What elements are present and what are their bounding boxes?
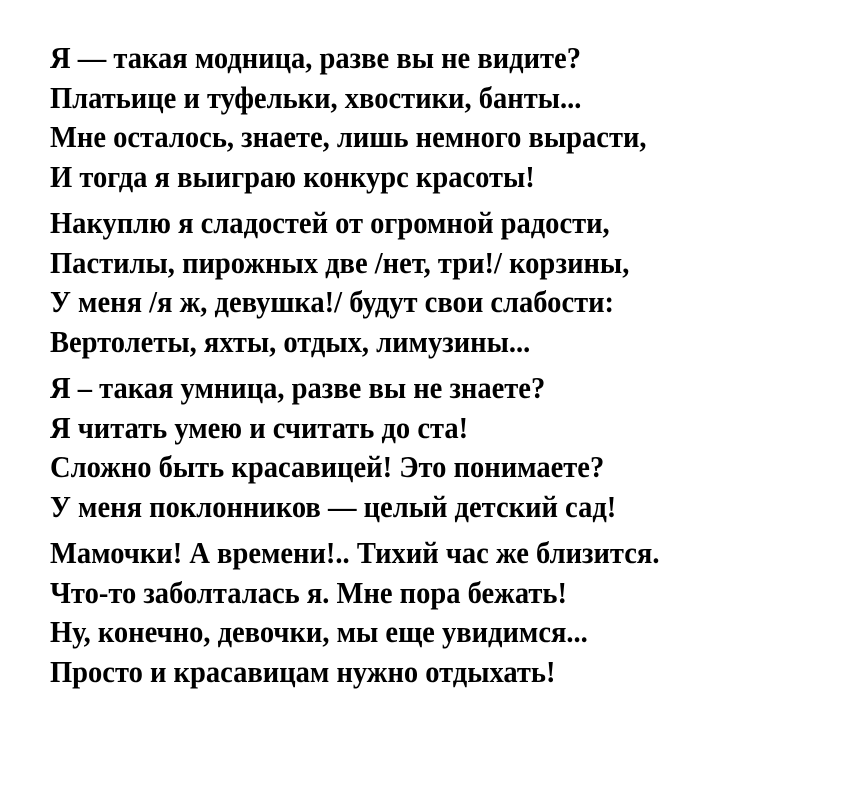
poem-line: Мамочки! А времени!.. Тихий час же близится. xyxy=(50,535,660,570)
stanza-3 xyxy=(50,368,768,526)
stanza-1 xyxy=(50,38,768,196)
poem-line: Пастилы, пирожных две /нет, три!/ корзины, xyxy=(50,244,630,280)
poem-line: Что-то заболталась я. Мне пора бежать! xyxy=(50,574,567,610)
poem-line: Я — такая модница, разве вы не видите? xyxy=(50,40,581,75)
poem-line: Платьице и туфельки, хвостики, банты... xyxy=(50,79,582,115)
poem-line: Накуплю я сладостей от огромной радости, xyxy=(50,205,610,240)
poem-line: Я – такая умница, разве вы не знаете? xyxy=(50,370,546,405)
poem-line: Сложно быть красавицей! Это понимаете? xyxy=(50,449,605,484)
poem-line: У меня поклонников — целый детский сад! xyxy=(50,488,617,524)
stanza-2 xyxy=(50,203,768,361)
poem-line: Ну, конечно, девочки, мы еще увидимся... xyxy=(50,614,588,649)
poem-line: И тогда я выиграю конкурс красоты! xyxy=(50,158,535,194)
poem xyxy=(50,38,768,698)
poem-line: У меня /я ж, девушка!/ будут свои слабости: xyxy=(50,284,615,319)
stanza-4 xyxy=(50,533,768,691)
poem-line: Просто и красавицам нужно отдыхать! xyxy=(50,653,556,689)
poem-line: Вертолеты, яхты, отдых, лимузины... xyxy=(50,323,531,359)
poem-line: Мне осталось, знаете, лишь немного вырасти, xyxy=(50,119,647,154)
poem-line: Я читать умею и считать до ста! xyxy=(50,409,469,445)
